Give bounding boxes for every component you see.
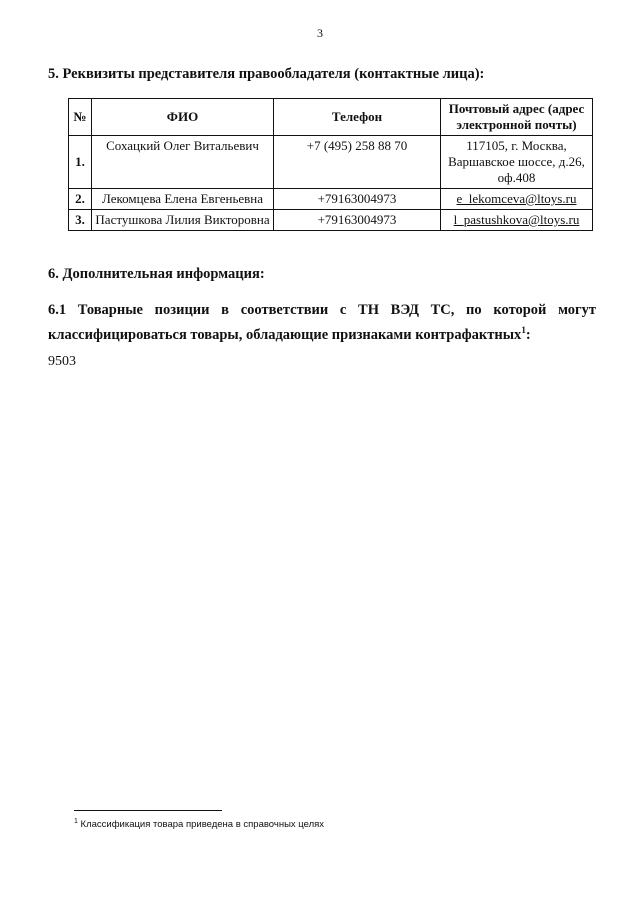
page-number: 3 — [317, 26, 323, 40]
email-link[interactable]: l_pastushkova@ltoys.ru — [453, 212, 580, 227]
row-address — [441, 189, 593, 210]
footnote-divider — [74, 810, 222, 811]
header-address: Почтовый адрес (адрес электронной почты) — [441, 99, 593, 136]
table-header-row — [69, 99, 593, 136]
row-phone: +79163004973 — [274, 210, 441, 231]
footnote — [74, 818, 324, 830]
row-fio: Лекомцева Елена Евгеньевна — [92, 189, 274, 210]
row-address: 117105, г. Москва, Варшавское шоссе, д.26, оф.408 — [441, 136, 593, 189]
table-row — [69, 210, 593, 231]
row-num: 1. — [69, 136, 92, 189]
section-6-1-text — [48, 300, 596, 345]
footnote-ref: 1 — [521, 325, 526, 335]
section-5-title: 5. Реквизиты представителя правообладателя (контактные лица): — [48, 66, 485, 82]
header-fio: ФИО — [92, 99, 274, 136]
header-num: № — [69, 99, 92, 136]
row-phone: +79163004973 — [274, 189, 441, 210]
section-6-1-body: 6.1 Товарные позиции в соответствии с ТН ВЭД ТС, по которой могут классифицироваться товары, обладающие признаками контрафактных — [48, 302, 596, 343]
contacts-table — [68, 98, 593, 231]
row-address — [441, 210, 593, 231]
row-phone: +7 (495) 258 88 70 — [274, 136, 441, 189]
table-row — [69, 136, 593, 189]
section-6-title: 6. Дополнительная информация: — [48, 266, 265, 282]
row-num: 2. — [69, 189, 92, 210]
footnote-text: Классификация товара приведена в справочных целях — [80, 819, 325, 831]
tn-ved-code: 9503 — [48, 354, 76, 369]
row-fio: Сохацкий Олег Витальевич — [92, 136, 274, 189]
section-6-1-colon: : — [525, 326, 531, 343]
row-fio: Пастушкова Лилия Викторовна — [92, 210, 274, 231]
header-phone: Телефон — [274, 99, 441, 136]
row-num: 3. — [69, 210, 92, 231]
email-link[interactable]: e_lekomceva@ltoys.ru — [456, 191, 577, 206]
footnote-mark: 1 — [74, 818, 78, 825]
table-row — [69, 189, 593, 210]
